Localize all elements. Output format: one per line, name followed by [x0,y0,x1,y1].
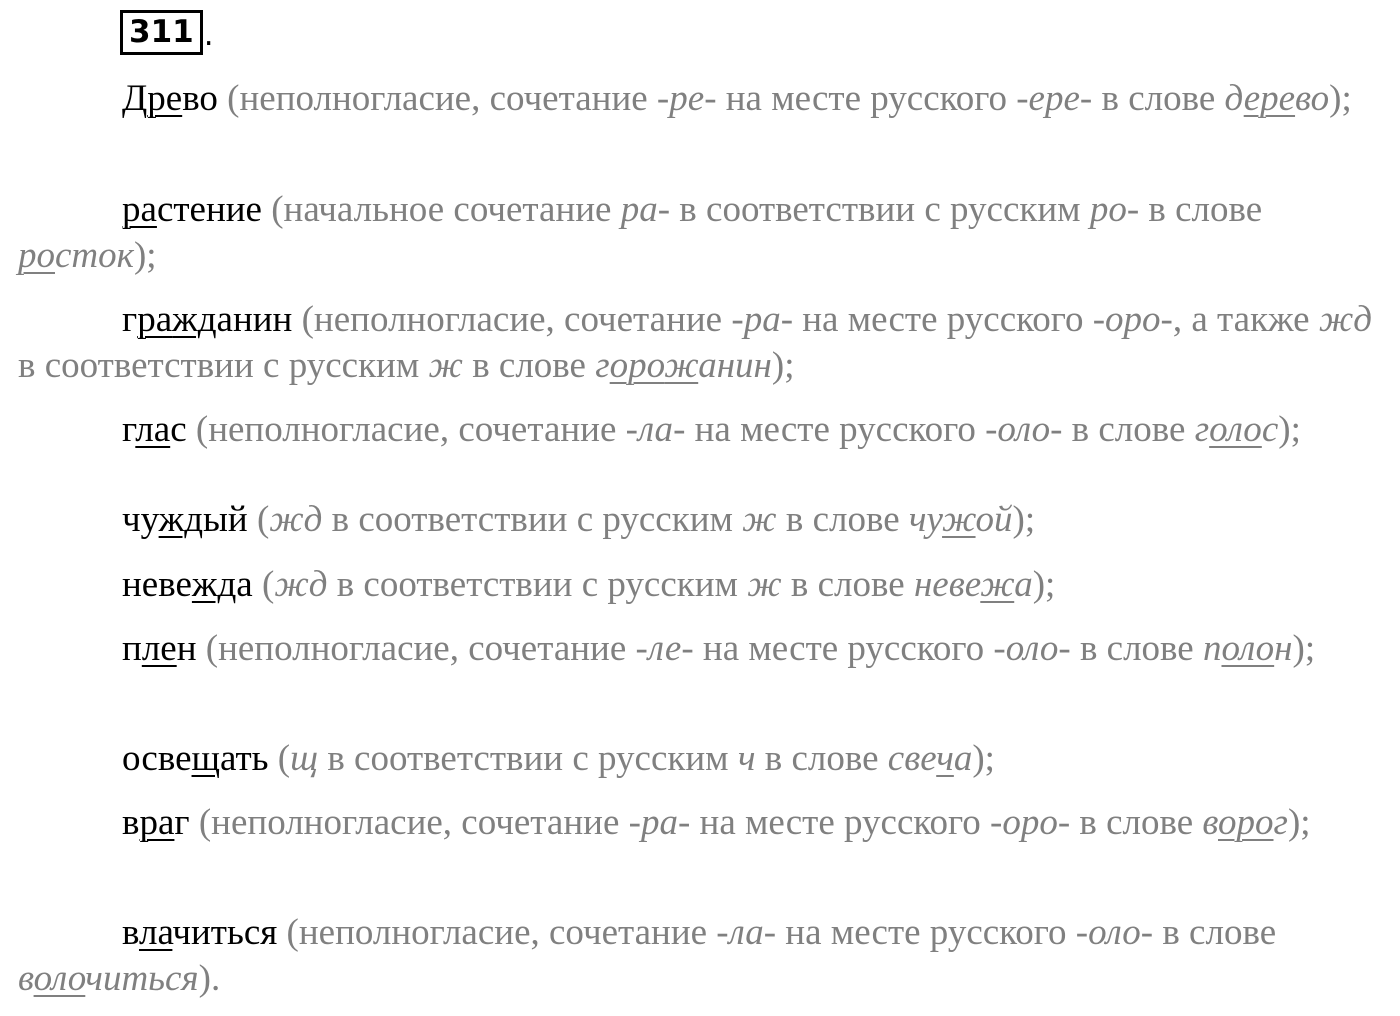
text-run: осве [122,738,192,779]
text-run: оро [1218,802,1274,843]
text-run: све [887,738,937,779]
text-run: а [1014,564,1033,605]
text-run: в слове [462,345,596,386]
entry-osveshchat [18,736,1378,782]
text-run: (начальное сочетание [261,189,621,230]
text-run: г [1194,409,1210,450]
text-run: (неполногласие, сочетание - [196,628,648,669]
text-run: ); [771,345,795,386]
text-run: ре [147,78,183,119]
text-run: ( [268,738,291,779]
text-run: п [122,628,142,669]
text-run: Д [122,78,148,119]
text-run: оро [1002,802,1058,843]
text-run: - на месте русского - [780,299,1106,340]
text-run: ле [141,628,177,669]
text-run: в слове [781,564,914,605]
text-run: с [1261,409,1279,450]
text-run: г [122,409,136,450]
text-run: чу [908,499,943,540]
entry-vlachitsya [18,910,1378,1002]
text-run: читься [85,958,199,999]
text-run: ); [1032,564,1056,605]
text-run: ро [18,235,55,276]
text-run: оло [1088,912,1141,953]
text-run: оро [1105,299,1161,340]
text-run: ж [664,345,699,386]
text-run: щ [191,738,221,779]
text-run: ра [743,299,781,340]
text-run: - в слове [1140,912,1277,953]
text-run: ый [203,499,248,540]
text-run: жд [158,499,204,540]
text-run: ле [647,628,682,669]
text-run: оло [33,958,86,999]
text-run: жд [172,299,217,340]
text-run: г [1273,802,1288,843]
text-run: в [122,802,140,843]
text-run: анин [698,345,772,386]
text-run: ); [1012,499,1036,540]
text-run: г [122,299,138,340]
text-run: ать [220,738,269,779]
text-run: во [182,78,218,119]
entry-plen [18,626,1378,672]
entry-drevo [18,76,1378,122]
text-run: ); [1287,802,1311,843]
text-run: анин [216,299,293,340]
text-run: п [1202,628,1222,669]
text-run: ); [1329,78,1352,119]
text-run: - в слове [1050,409,1195,450]
text-run: ); [1278,409,1301,450]
text-run: ра [139,802,175,843]
text-run: оло [1005,628,1059,669]
text-run: в соответствии с русским [318,738,738,779]
text-run: (неполногласие, сочетание - [292,299,744,340]
text-run: - в слове [1058,628,1203,669]
text-run: ра [640,802,678,843]
text-run: а [953,738,973,779]
text-run: (неполногласие, сочетание - [217,78,670,119]
entry-grazhdanin [18,297,1378,389]
text-run: жд [191,564,237,605]
text-run: (неполногласие, сочетание - [277,912,729,953]
text-run: неве [913,564,981,605]
text-run: в соответствии с русским [327,564,748,605]
entry-chuzhdyy [18,497,1378,543]
text-run: н [176,628,197,669]
entry-vrag [18,800,1378,846]
text-run: - в слове [1126,189,1263,230]
text-run: стение [156,189,262,230]
text-run: ере [1028,78,1080,119]
text-run: ч [737,738,756,779]
text-run: ж [742,499,777,540]
text-run: ро [1089,189,1127,230]
text-run: чу [122,499,159,540]
text-run: ); [133,235,157,276]
text-run: ра [122,189,157,230]
text-run: щ [290,738,319,779]
entry-rastenie [18,187,1378,279]
text-run: читься [172,912,278,953]
entry-nevezhda [18,562,1378,608]
exercise-number-dot: . [203,17,214,53]
text-run: ра [137,299,173,340]
text-run: ж [942,499,976,540]
text-run: ла [637,409,674,450]
text-run: н [1274,628,1293,669]
text-run: сток [55,235,134,276]
text-run: ла [138,912,173,953]
text-run: -, а также [1160,299,1319,340]
entry-glas [18,407,1378,453]
text-run: ж [747,564,782,605]
text-run: в соответствии с русским [322,499,743,540]
text-run: ). [198,958,221,999]
text-run: ра [620,189,658,230]
text-run: оро [609,345,665,386]
text-run: жд [274,564,328,605]
text-run: жд [269,499,323,540]
text-run: в слове [755,738,888,779]
text-run: в [1202,802,1218,843]
text-run: неве [122,564,192,605]
text-run: в [18,958,34,999]
text-run: жд [1318,299,1372,340]
text-run: в [122,912,139,953]
text-run: ж [980,564,1015,605]
text-run: - на месте русского - [681,628,1006,669]
text-run: ( [252,564,275,605]
text-run: (неполногласие, сочетание - [189,802,641,843]
text-run: ( [247,499,270,540]
text-run: оло [1209,409,1262,450]
exercise-number-box: 311 [120,10,203,55]
text-run: г [174,802,190,843]
text-run: ); [972,738,995,779]
exercise-number [120,10,214,55]
text-run: д [1224,78,1244,119]
text-run: оло [997,409,1051,450]
text-run: - на месте русского - [704,78,1029,119]
text-run: - на месте русского - [673,409,998,450]
text-run: ла [135,409,171,450]
text-run: - в соответствии с русским [657,189,1090,230]
text-run: - в слове [1057,802,1203,843]
text-run: ж [428,345,463,386]
text-run: оло [1221,628,1275,669]
text-run: г [595,345,610,386]
text-run: ч [936,738,954,779]
text-run: в слове [776,499,909,540]
text-run: а [236,564,253,605]
text-run: с [170,409,187,450]
text-run: ой [975,499,1013,540]
text-run: - в слове [1079,78,1225,119]
text-run: (неполногласие, сочетание - [186,409,638,450]
text-run: ре [669,78,705,119]
text-run: ла [728,912,764,953]
text-run: ере [1243,78,1296,119]
text-run: во [1295,78,1330,119]
text-run: в соответствии с русским [18,345,429,386]
text-run: - на месте русского - [763,912,1089,953]
text-run: - на месте русского - [677,802,1003,843]
text-run: ); [1292,628,1316,669]
